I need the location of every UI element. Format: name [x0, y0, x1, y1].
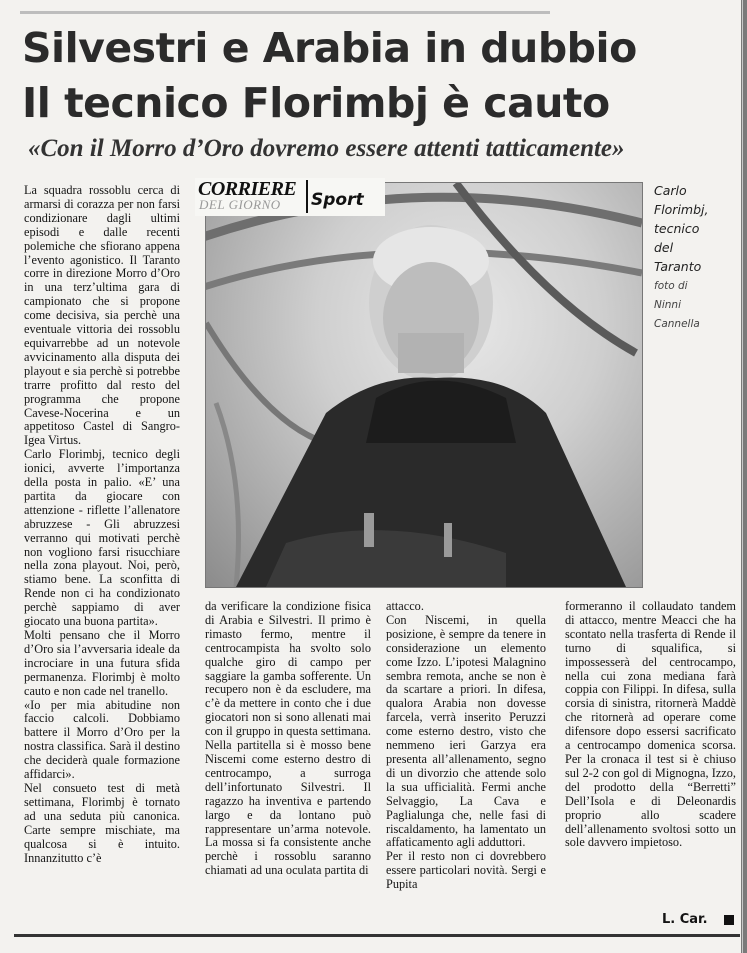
article-paragraph: Per il resto non ci dovrebbero essere particolari novità. Sergi e Pupita — [386, 849, 546, 892]
article-column-3 — [386, 600, 546, 892]
photo-caption — [654, 181, 740, 334]
article-paragraph: da verificare la condizione fisica di Arabia e Silvestri. Il primo è rimasto fermo, mentre il centrocampista ha svolto solo qualche giro di campo per saggiare la gamba sofferente. Un recupero non è da escludere, ma c’è da mettere in conto che i due giocatori non si sono allenati mai con il gruppo in questa settimana. Nella partitella si è mosso bene Niscemi come esterno destro di centrocampo, a surroga dell’infortunato Silvestri. Il ragazzo ha inventiva e partendo largo e da lontano può rappresentare un’arma notevole. La mossa si fa consistente anche perchè i rossoblu saranno chiamati ad una oculata partita di — [205, 599, 371, 878]
headline-line-1: Silvestri e Arabia in dubbio — [22, 24, 637, 72]
logo-corriere-text: CORRIERE — [198, 178, 297, 200]
caption-line: Florimbj, — [654, 202, 709, 217]
article-paragraph: Carlo Florimbj, tecnico degli ionici, avverte l’importanza della posta in palio. «E’ una partita da giocare con attenzione - riflette l’allenatore abruzzese - Gli abruzzesi verranno qui motivati perchè non vogliono farsi risucchiare nella zona playout. Noi, però, stiamo bene. La sconfitta di Rende non ci ha condizionato perchè sappiamo di aver giocato una buona partita». — [24, 447, 180, 629]
subheadline: «Con il Morro d’Oro dovremo essere attenti tatticamente» — [28, 135, 625, 162]
caption-line: del — [654, 240, 674, 255]
end-of-article-mark — [724, 915, 734, 925]
photo-credit-line: Ninni — [654, 299, 681, 311]
top-rule — [20, 11, 550, 14]
headline-line-2: Il tecnico Florimbj è cauto — [22, 79, 610, 127]
photo-credit-line: Cannella — [654, 318, 700, 330]
author-signature: L. Car. — [662, 912, 708, 927]
article-paragraph: «Io per mia abitudine non faccio calcoli. Dobbiamo battere il Morro d’Oro per la nostra classifica. Sarà il destino che deciderà quale formazione affidarci». — [24, 697, 180, 782]
caption-line: Carlo — [654, 183, 687, 198]
coach-photo — [205, 182, 643, 588]
caption-line: tecnico — [654, 221, 700, 236]
coach-photo-illustration — [206, 183, 642, 587]
photo-credit-line: foto di — [654, 280, 688, 292]
article-paragraph: Nel consueto test di metà settimana, Florimbj è tornato ad una seduta più canonica. Carte sempre mischiate, ma qualcosa si è intuito. Innanzitutto c’è — [24, 780, 180, 865]
bottom-rule — [14, 934, 740, 937]
article-paragraph: formeranno il collaudato tandem di attacco, mentre Meacci che ha scontato nella trasferta di Rende il turno di squalifica, si impossesserà del centrocampo, nella cui zona mediana farà coppia con Filippi. In difesa, sulla corsia di sinistra, ritornerà Maddè che ritornerà ad operare come difensore dopo essersi sacrificato a centrocampo domenica scorsa. Per la cronaca il test si è chiuso sul 2-2 con gol di Mignogna, Izzo, del prodotto della “Berretti” Dell’Isola e di Deleonardis proprio allo scadere dell’allenamento svoltosi sotto un sole davvero impietoso. — [565, 599, 736, 850]
logo-section-sport: Sport — [311, 190, 364, 210]
article-paragraph: attacco. — [386, 599, 424, 613]
corriere-del-giorno-sport-logo — [195, 178, 385, 216]
article-paragraph: Con Niscemi, in quella posizione, è sempre da tenere in considerazione un elemento come Izzo. L’ipotesi Malagnino sembra remota, anche se non è da scartare a priori. In difesa, qualora Arabia non dovesse farcela, verrà inserito Peruzzi come esterno destro, visto che nemmeno ieri Garzya era presenta all’allenamento, segno di un divorzio che attende solo la sua ufficialità. Fermi anche Selvaggio, La Cava e Paglialunga che, nelle fasi di riscaldamento, ha lamentato un affaticamento agli adduttori. — [386, 612, 546, 850]
article-paragraph: Molti pensano che il Morro d’Oro sia l’avversaria ideale da incrociare in una futura sfida permanenza. Florimbj è molto cauto e non cade nel tranello. — [24, 628, 180, 698]
article-column-4 — [565, 600, 736, 850]
article-column-1 — [24, 184, 180, 865]
article-column-2 — [205, 600, 371, 878]
caption-line: Taranto — [654, 259, 702, 274]
article-paragraph: La squadra rossoblu cerca di armarsi di corazza per non farsi condizionare dagli ultimi episodi e dalle recenti polemiche che sfiorano appena l’evento agonistico. Il Taranto corre in direzione Morro d’Oro in una terz’ultima gara di campionato che si propone come decisiva, sia perchè una eventuale vittoria dei rossoblu equivarrebbe ad un notevole avvicinamento alla disputa dei playout e sia perchè si potrebbe trarre profitto dal resto del programma che propone Cavese-Nocerina e un appetitoso Castel di Sangro-Igea Virtus. — [24, 183, 180, 448]
page-edge — [741, 0, 747, 953]
logo-divider — [306, 180, 308, 213]
logo-del-giorno-text: DEL GIORNO — [199, 197, 281, 212]
